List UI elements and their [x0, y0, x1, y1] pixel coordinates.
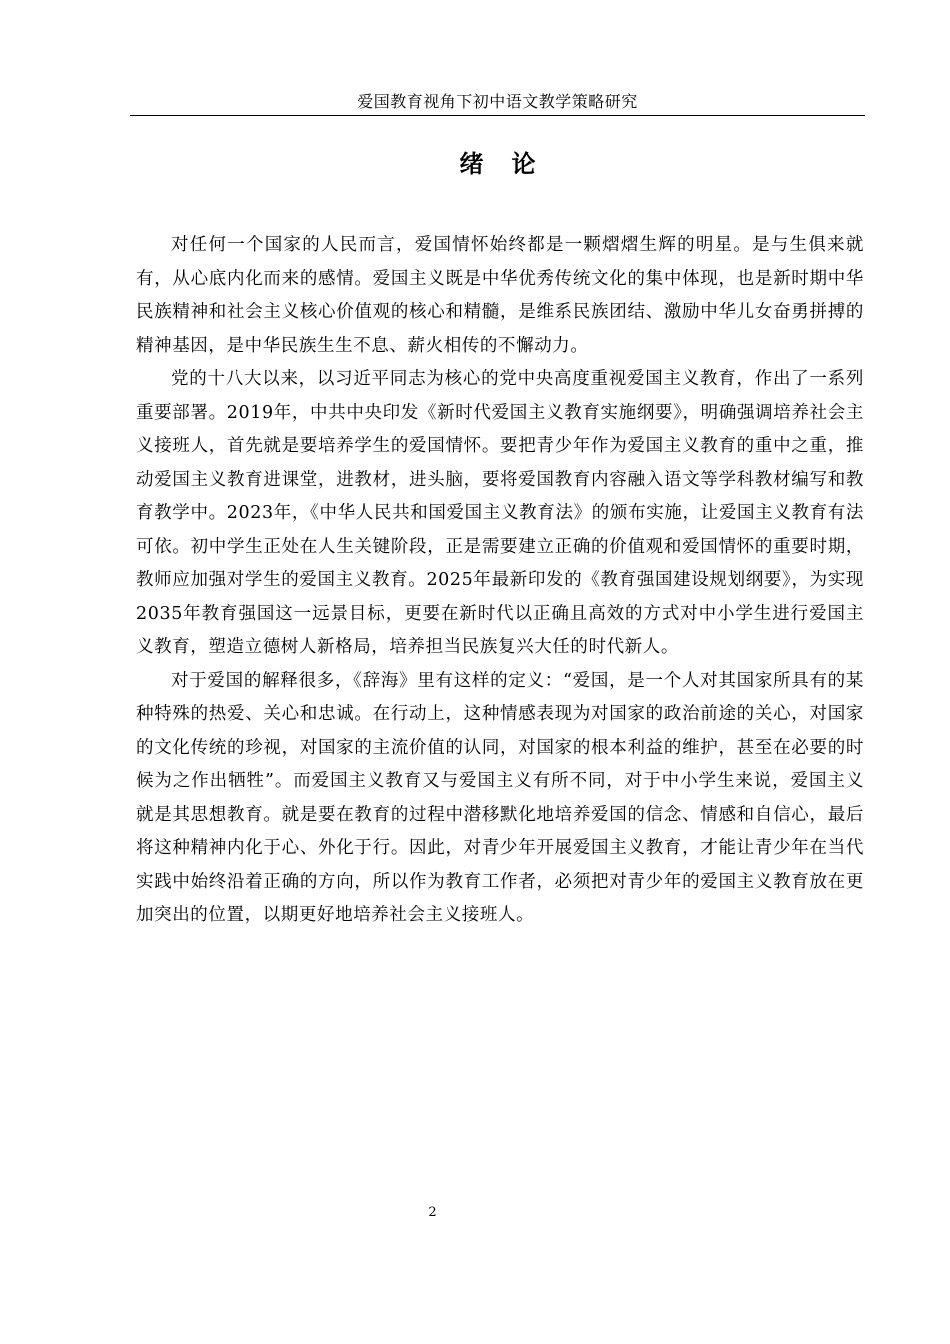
- header-divider: [130, 115, 865, 116]
- chapter-title: 绪论: [459, 149, 564, 178]
- running-header: 爱国教育视角下初中语文教学策略研究: [357, 92, 638, 111]
- paragraph-definition: 对于爱国的解释很多，《辞海》里有这样的定义：“爱国，是一个人对其国家所具有的某种特殊的热爱、关心和忠诚。在行动上，这种情感表现为对国家的政治前途的关心，对国家的文化传统的珍视，对国家的主流价值的认同，对国家的根本利益的维护，甚至在必要的时候为之作出牺牲”。而爱国主义教育又与爱国主义有所不同，对于中小学生来说，爱国主义就是其思想教育。就是要在教育的过程中潜移默化地培养爱国的信念、情感和自信心，最后将这种精神内化于心、外化于行。因此，对青少年开展爱国主义教育，才能让青少年在当代实践中始终沿着正确的方向，所以作为教育工作者，必须把对青少年的爱国主义教育放在更加突出的位置，以期更好地培养社会主义接班人。: [136, 670, 864, 925]
- paragraph-policy: 党的十八大以来，以习近平同志为核心的党中央高度重视爱国主义教育，作出了一系列重要部署。2019年，中共中央印发《新时代爱国主义教育实施纲要》，明确强调培养社会主义接班人，首先就是要培养学生的爱国情怀。要把青少年作为爱国主义教育的重中之重，推动爱国主义教育进课堂，进教材，进头脑，要将爱国教育内容融入语文等学科教材编写和教育教学中。2023年，《中华人民共和国爱国主义教育法》的颁布实施，让爱国主义教育有法可依。初中学生正处在人生关键阶段，正是需要建立正确的价值观和爱国情怀的重要时期，教师应加强对学生的爱国主义教育。2025年最新印发的《教育强国建设规划纲要》，为实现2035年教育强国这一远景目标，更要在新时代以正确且高效的方式对中小学生进行爱国主义教育，塑造立德树人新格局，培养担当民族复兴大任的时代新人。: [136, 369, 864, 657]
- paragraph-intro: 对任何一个国家的人民而言，爱国情怀始终都是一颗熠熠生辉的明星。是与生俱来就有，从心底内化而来的感情。爱国主义既是中华优秀传统文化的集中体现，也是新时期中华民族精神和社会主义核心价值观的核心和精髓，是维系民族团结、激励中华儿女奋勇拼搏的精神基因，是中华民族生生不息、薪火相传的不懈动力。: [136, 235, 864, 356]
- body-text: [136, 229, 864, 933]
- page-number: 2: [428, 1205, 437, 1220]
